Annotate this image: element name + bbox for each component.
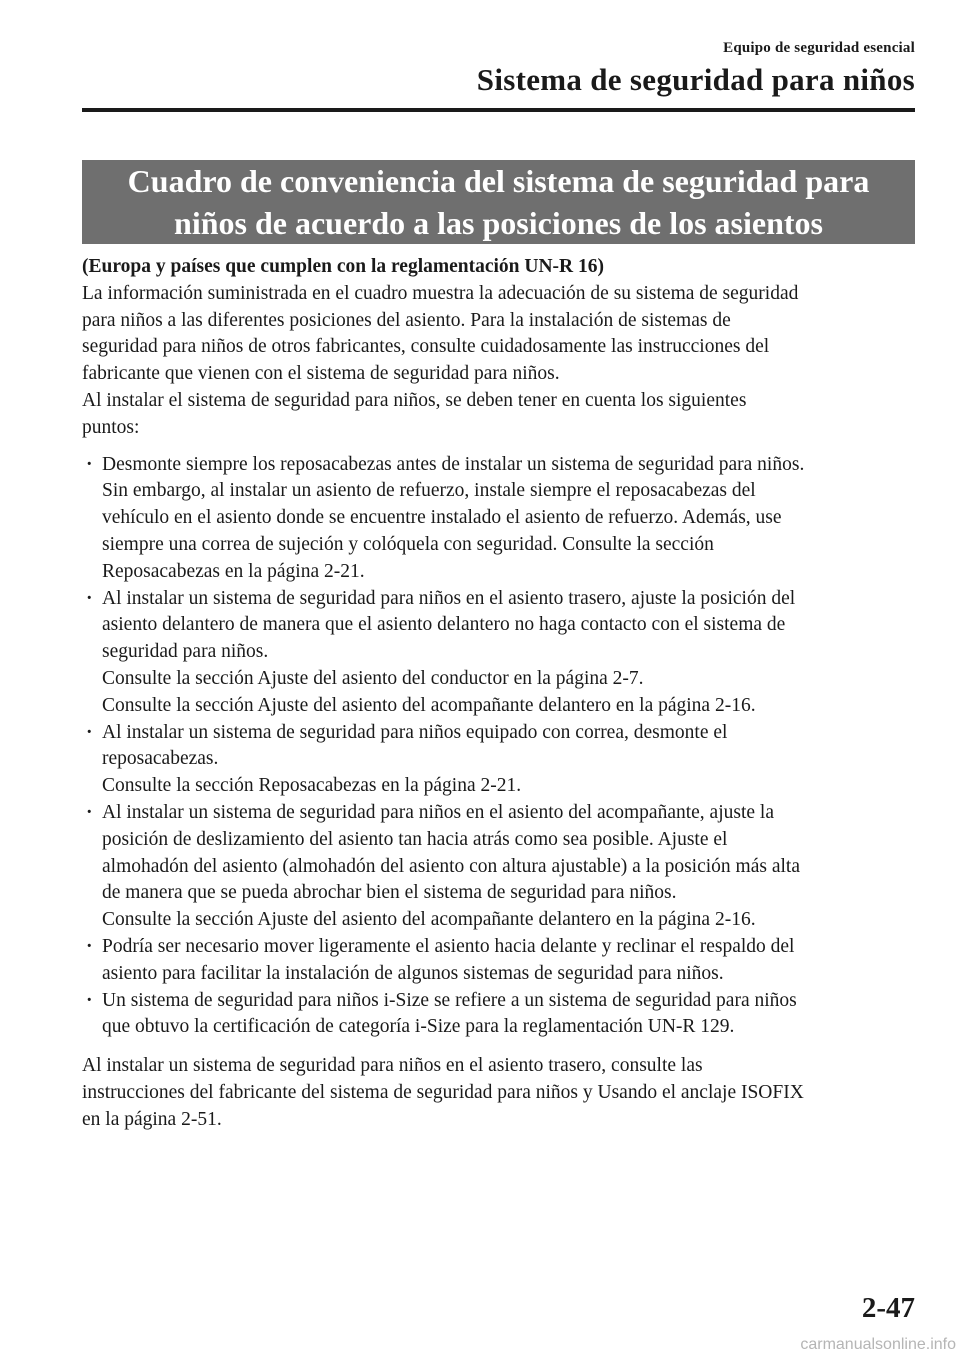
- closing-line: Al instalar un sistema de seguridad para niños en el asiento trasero, consulte las: [82, 1055, 703, 1077]
- bullet-line: Sin embargo, al instalar un asiento de refuerzo, instale siempre el reposacabezas del: [102, 480, 756, 502]
- region-heading: (Europa y países que cumplen con la reglamentación UN-R 16): [82, 256, 604, 277]
- intro-line: seguridad para niños de otros fabricantes, consulte cuidadosamente las instrucciones del: [82, 336, 770, 358]
- banner-line: Cuadro de conveniencia del sistema de seguridad para: [127, 163, 870, 199]
- intro-line: puntos:: [82, 416, 140, 438]
- bullet-item: [82, 934, 918, 988]
- chapter-banner: [82, 160, 915, 244]
- bullet-line: siempre una correa de sujeción y colóquela con seguridad. Consulte la sección: [102, 533, 714, 555]
- bullet-item: [82, 586, 918, 720]
- watermark: carmanualsonline.info: [800, 1336, 956, 1353]
- bullet-item: [82, 988, 918, 1042]
- bullet-line: · Al instalar un sistema de seguridad para niños equipado con correa, desmonte el: [102, 721, 728, 743]
- bullet-line: Consulte la sección Reposacabezas en la página 2-21.: [102, 775, 522, 797]
- header-divider: [82, 108, 915, 112]
- bullet-line: asiento delantero de manera que el asiento delantero no haga contacto con el sistema de: [102, 614, 786, 636]
- bullet-line: · Podría ser necesario mover ligeramente el asiento hacia delante y reclinar el respaldo del: [102, 935, 795, 957]
- bullet-line: Consulte la sección Ajuste del asiento del acompañante delantero en la página 2-16.: [102, 694, 756, 716]
- closing-line: en la página 2-51.: [82, 1108, 222, 1130]
- closing-paragraph: [82, 1053, 918, 1133]
- bullet-line: · Un sistema de seguridad para niños i-Size se refiere a un sistema de seguridad para niños: [102, 989, 797, 1011]
- section-subtitle: Equipo de seguridad esencial: [723, 40, 915, 56]
- bullet-line: almohadón del asiento (almohadón del asiento con altura ajustable) a la posición más alta: [102, 855, 800, 877]
- bullet-list: [82, 452, 918, 1042]
- intro-line: La información suministrada en el cuadro muestra la adecuación de su sistema de seguridad: [82, 282, 799, 304]
- bullet-line: · Desmonte siempre los reposacabezas antes de instalar un sistema de seguridad para niños.: [102, 453, 805, 475]
- body-content: [82, 254, 918, 1134]
- bullet-line: · Al instalar un sistema de seguridad para niños en el asiento del acompañante, ajuste la: [102, 801, 774, 823]
- closing-line: instrucciones del fabricante del sistema de seguridad para niños y Usando el anclaje ISOFIX: [82, 1081, 804, 1103]
- bullet-item: [82, 720, 918, 800]
- bullet-line: asiento para facilitar la instalación de algunos sistemas de seguridad para niños.: [102, 962, 724, 984]
- bullet-line: · Al instalar un sistema de seguridad para niños en el asiento trasero, ajuste la posición del: [102, 587, 796, 609]
- section-title: Sistema de seguridad para niños: [476, 62, 915, 97]
- bullet-line: posición de deslizamiento del asiento tan hacia atrás como sea posible. Ajuste el: [102, 828, 728, 850]
- intro-line: para niños a las diferentes posiciones del asiento. Para la instalación de sistemas de: [82, 309, 731, 331]
- bullet-line: Consulte la sección Ajuste del asiento del acompañante delantero en la página 2-16.: [102, 909, 756, 931]
- banner-line: niños de acuerdo a las posiciones de los asientos: [174, 205, 823, 241]
- bullet-item: [82, 800, 918, 934]
- bullet-item: [82, 452, 918, 586]
- page-number: 2-47: [861, 1292, 915, 1324]
- intro-paragraph: [82, 281, 918, 442]
- bullet-line: vehículo en el asiento donde se encuentre instalado el asiento de refuerzo. Además, use: [102, 507, 782, 529]
- bullet-line: Consulte la sección Ajuste del asiento del conductor en la página 2-7.: [102, 667, 644, 689]
- bullet-line: seguridad para niños.: [102, 641, 269, 663]
- bullet-line: que obtuvo la certificación de categoría i-Size para la reglamentación UN-R 129.: [102, 1016, 735, 1038]
- bullet-line: de manera que se pueda abrochar bien el sistema de seguridad para niños.: [102, 882, 677, 904]
- bullet-line: Reposacabezas en la página 2-21.: [102, 560, 365, 582]
- bullet-line: reposacabezas.: [102, 748, 219, 770]
- intro-line: Al instalar el sistema de seguridad para niños, se deben tener en cuenta los siguientes: [82, 389, 747, 411]
- intro-line: fabricante que vienen con el sistema de seguridad para niños.: [82, 363, 560, 385]
